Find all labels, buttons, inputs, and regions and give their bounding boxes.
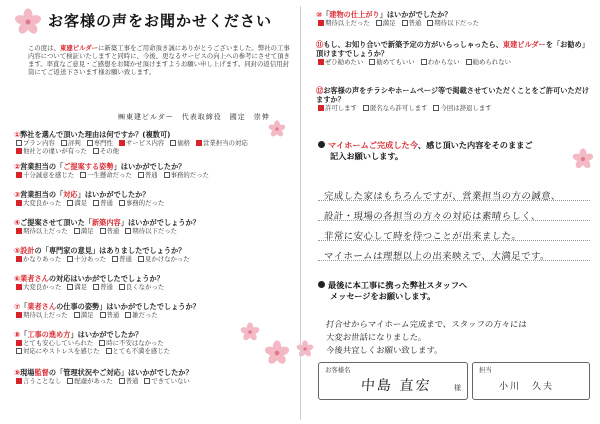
checkbox-checked[interactable]	[16, 172, 22, 178]
checkbox[interactable]	[138, 172, 144, 178]
question-number: ⑫	[316, 86, 324, 95]
answer-option-label: 満足	[74, 199, 88, 207]
answer-option-label: 大変良かった	[23, 199, 62, 207]
checkbox[interactable]	[87, 140, 93, 146]
answer-option[interactable]	[144, 377, 189, 385]
question-text: 「	[20, 330, 28, 339]
answer-option[interactable]	[61, 139, 81, 147]
company-signature: ㈱東建ビルダー 代表取締役 國定 崇伸	[118, 113, 270, 121]
answer-option[interactable]	[112, 255, 132, 263]
staff-name: 小川 久夫	[499, 382, 555, 392]
question-text: 営業担当の「	[20, 190, 64, 199]
checkbox[interactable]	[119, 200, 125, 206]
answer-option-label: 満足	[74, 283, 88, 291]
intro-before: この度は、	[28, 44, 60, 52]
answer-option-label: 許可します	[325, 104, 357, 112]
checkbox[interactable]	[125, 228, 131, 234]
answer-option-label: 期待以下だった	[434, 19, 480, 27]
answer-option[interactable]	[106, 347, 171, 355]
handwritten-line: 完成した家はもちろんですが、営業担当の方の誠意、	[323, 191, 562, 202]
feedback-heading-text: 、感じ頂いた内容をそのままご	[417, 140, 533, 150]
staff-section-heading	[318, 280, 467, 302]
customer-name-suffix: 様	[454, 384, 461, 392]
question-12	[316, 86, 594, 112]
answer-option[interactable]	[87, 139, 113, 147]
question-number: ⑧	[14, 330, 21, 339]
question-options	[14, 139, 296, 155]
answer-option[interactable]	[67, 283, 87, 291]
question-options	[14, 339, 244, 355]
answer-option-label: 価格	[177, 139, 191, 147]
answer-option[interactable]	[93, 147, 119, 155]
answer-option[interactable]	[74, 227, 94, 235]
checkbox[interactable]	[16, 140, 22, 146]
question-text: を「お勧め」頂けますでしょうか？	[316, 40, 589, 58]
answer-option-label: 見かけなかった	[144, 255, 190, 263]
checkbox[interactable]	[99, 340, 105, 346]
answer-option[interactable]	[100, 227, 120, 235]
customer-name-box	[318, 362, 468, 400]
intro-text	[28, 44, 290, 76]
checkbox[interactable]	[93, 200, 99, 206]
question-7	[14, 302, 296, 319]
answer-option-label: 満足	[80, 311, 94, 319]
answer-option[interactable]	[67, 255, 106, 263]
checkbox-checked[interactable]	[318, 59, 324, 65]
answer-option-label: とても不満を感じた	[112, 347, 171, 355]
answer-option-label: とても安心していられた	[23, 339, 94, 347]
answer-option-label: 満足	[80, 227, 94, 235]
checkbox[interactable]	[119, 378, 125, 384]
handwritten-line: マイホームは理想以上の出来映えで、大満足です。	[323, 251, 551, 262]
question-highlight: ご提案する姿勢	[63, 162, 114, 171]
question-options	[316, 104, 594, 112]
feedback-handwriting-area	[318, 186, 590, 274]
question-options	[14, 255, 296, 263]
checkbox[interactable]	[67, 378, 73, 384]
answer-option[interactable]	[119, 199, 164, 207]
question-text: 」はいかがでしょうか？	[120, 218, 200, 227]
answer-option[interactable]	[16, 171, 74, 179]
question-1	[14, 130, 296, 155]
question-5	[14, 246, 296, 263]
answer-option[interactable]	[170, 139, 190, 147]
checkbox[interactable]	[67, 284, 73, 290]
answer-option[interactable]	[466, 58, 511, 66]
answer-option[interactable]	[16, 377, 61, 385]
question-options	[14, 377, 296, 385]
checkbox[interactable]	[106, 348, 112, 354]
answer-option[interactable]	[427, 19, 479, 27]
checkbox-checked[interactable]	[16, 378, 22, 384]
customer-name-label: お客様名	[325, 366, 351, 374]
question-number: ③	[14, 190, 21, 199]
question-text: の対応はいかがでしたでしょうか？	[48, 274, 164, 283]
answer-option[interactable]	[16, 283, 61, 291]
question-number: ⑦	[14, 302, 21, 311]
question-options	[14, 199, 296, 207]
question-options	[14, 283, 296, 291]
answer-option-label: 期待以上だった	[23, 311, 68, 319]
answer-option[interactable]	[16, 255, 61, 263]
question-options	[14, 227, 296, 235]
question-number: ②	[14, 162, 21, 171]
answer-option[interactable]	[16, 199, 61, 207]
question-text: もし、お知り合いで新築予定の方がいらっしゃったら、	[323, 40, 503, 49]
answer-option-label: 他社との違いが有った	[23, 147, 87, 155]
checkbox[interactable]	[376, 20, 382, 26]
answer-option-label: 対応にやストレスを感じた	[23, 347, 100, 355]
handwritten-line: 設計・現場の各担当の方々の対応は素晴らしく、	[323, 211, 542, 222]
answer-option-label: 普通	[125, 377, 139, 385]
checkbox-checked[interactable]	[16, 228, 22, 234]
question-highlight: 東建ビルダー	[502, 40, 546, 49]
answer-option-label: 期待以上だった	[325, 19, 370, 27]
question-number: ①	[14, 130, 21, 139]
intro-rest: 弊社の工事内容について検証いたしますと同時に、今後、更なるサービスの向上への参考にさせて頂きます。率直なご意見・ご感想をお聞かせ頂けますようお願い申し上げます。同封の返信用封筒にてご返送下さいます様お願い致します。	[28, 44, 290, 76]
answer-option[interactable]	[318, 104, 357, 112]
answer-option[interactable]	[119, 377, 139, 385]
handwritten-line: 大変お世話になりました。	[325, 332, 427, 342]
column-divider	[300, 6, 301, 420]
answer-option[interactable]	[67, 377, 112, 385]
checkbox[interactable]	[421, 59, 427, 65]
feedback-heading-highlight: マイホームご完成した今	[328, 140, 418, 150]
answer-option-label: 十分誠意を感じた	[23, 171, 75, 179]
answer-option-label: 時に不安はなかった	[106, 339, 164, 347]
question-highlight: 設計	[20, 246, 35, 255]
answer-option[interactable]	[196, 139, 248, 147]
question-highlight: 対応	[63, 190, 78, 199]
question-number: ⑤	[14, 246, 21, 255]
answer-option-label: 十分あった	[74, 255, 107, 263]
customer-name: 中島 直宏	[360, 378, 432, 394]
question-text: の仕事の姿勢」はいかがでしたでしょうか？	[56, 302, 200, 311]
answer-option-label: わからない	[427, 58, 460, 66]
question-text: お客様の声をチラシやホームページ等で掲載させていただくことをご許可いただけますか？	[316, 86, 590, 104]
sakura-flower-icon	[296, 340, 314, 358]
answer-option[interactable]	[16, 139, 55, 147]
question-number: ⑥	[14, 274, 21, 283]
checkbox-checked[interactable]	[318, 20, 324, 26]
question-highlight: 業者さん	[20, 274, 49, 283]
checkbox[interactable]	[93, 148, 99, 154]
question-highlight: 工事の進め方	[27, 330, 71, 339]
checkbox[interactable]	[125, 312, 131, 318]
answer-option[interactable]	[119, 283, 164, 291]
checkbox[interactable]	[144, 378, 150, 384]
answer-option-label: 普通	[106, 311, 120, 319]
question-2	[14, 162, 296, 179]
answer-option[interactable]	[16, 347, 100, 355]
answer-option-label: 大変良かった	[23, 283, 62, 291]
answer-option[interactable]	[119, 139, 164, 147]
checkbox[interactable]	[74, 312, 80, 318]
answer-option-label: 普通	[100, 283, 113, 291]
answer-option-label: 今回は辞退します	[440, 104, 492, 112]
question-8	[14, 330, 296, 355]
answer-option[interactable]	[100, 311, 120, 319]
checkbox[interactable]	[427, 20, 433, 26]
answer-option[interactable]	[369, 58, 414, 66]
checkbox[interactable]	[170, 140, 176, 146]
answer-option-label: 勧められない	[472, 58, 511, 66]
checkbox[interactable]	[100, 312, 106, 318]
answer-option-label: 評判	[67, 139, 81, 147]
staff-name-box	[472, 362, 590, 400]
answer-option[interactable]	[125, 227, 177, 235]
answer-option-label: ぜひ勧めたい	[325, 58, 364, 66]
question-3	[14, 190, 296, 207]
intro-company: 東建ビルダー	[59, 44, 99, 52]
answer-option-label: 雑だった	[132, 311, 158, 319]
question-text: 」はいかがでしたか？	[379, 10, 452, 19]
question-text: の「管理状況やご対応」はいかがでしたか？	[48, 368, 193, 377]
answer-option-label: 営業担当の対応	[203, 139, 248, 147]
answer-option[interactable]	[138, 255, 190, 263]
question-text: 」はいかがでしたか？	[70, 330, 143, 339]
answer-option[interactable]	[433, 104, 491, 112]
answer-option[interactable]	[74, 311, 94, 319]
answer-option-label: 勧めてもいい	[376, 58, 415, 66]
answer-option-label: 普通	[144, 171, 158, 179]
question-highlight: 監督	[34, 368, 49, 377]
page-title: お客様の声をお聞かせください	[48, 12, 273, 30]
answer-option-label: できていない	[151, 377, 190, 385]
question-highlight: 新築内容	[91, 218, 121, 227]
answer-option-label: 配慮があった	[74, 377, 113, 385]
answer-option[interactable]	[80, 171, 132, 179]
checkbox[interactable]	[67, 256, 73, 262]
checkbox[interactable]	[16, 348, 22, 354]
answer-option-label: 期待以上だった	[23, 227, 68, 235]
answer-option[interactable]	[421, 58, 460, 66]
answer-option[interactable]	[318, 19, 370, 27]
question-highlight: 建物の仕上がり	[329, 10, 380, 19]
question-11	[316, 40, 594, 66]
question-text: ご提案させて頂いた「	[20, 218, 92, 227]
question-text: 現場	[20, 368, 35, 377]
question-number: ⑩	[316, 10, 323, 19]
answer-option[interactable]	[16, 339, 93, 347]
handwritten-line: 今後共宜しくお願い致します。	[325, 345, 443, 355]
checkbox-checked[interactable]	[119, 140, 125, 146]
handwritten-line: 非常に安心して時を待つことが出来ました。	[323, 231, 522, 242]
question-text: 」はいかがでしたか？	[113, 162, 186, 171]
answer-option-label: 専門性	[93, 139, 113, 147]
checkbox-checked[interactable]	[16, 200, 22, 206]
answer-option-label: 普通	[100, 199, 113, 207]
answer-option-label: 普通	[408, 19, 422, 27]
answer-option-label: 一生懸命だった	[87, 171, 132, 179]
question-text: の「専門家の意見」はありましたでしょうか？	[34, 246, 186, 255]
checkbox[interactable]	[402, 20, 408, 26]
question-text: 弊社を選んで頂いた理由は何ですか？(複数可)	[20, 130, 171, 139]
answer-option[interactable]	[93, 283, 113, 291]
sakura-flower-icon	[14, 8, 42, 36]
answer-option-label: 言うことなし	[23, 377, 62, 385]
answer-option[interactable]	[318, 58, 363, 66]
question-number: ⑪	[316, 40, 324, 49]
checkbox[interactable]	[100, 228, 106, 234]
checkbox[interactable]	[433, 105, 439, 111]
checkbox[interactable]	[369, 59, 375, 65]
question-6	[14, 274, 296, 291]
staff-heading-text: 最後に本工事に携った弊社スタッフへ	[328, 280, 468, 290]
checkbox-checked[interactable]	[16, 312, 22, 318]
answer-option-label: 普通	[106, 227, 120, 235]
question-text: 営業担当の「	[20, 162, 64, 171]
question-4	[14, 218, 296, 235]
checkbox[interactable]	[74, 228, 80, 234]
answer-option[interactable]	[376, 19, 396, 27]
answer-option-label: サービス内容	[125, 139, 165, 147]
checkbox-checked[interactable]	[16, 148, 22, 154]
staff-name-label: 担当	[479, 366, 492, 374]
handwritten-line: 打合せからマイホーム完成まで、スタッフの方々には	[325, 319, 528, 329]
answer-option[interactable]	[164, 171, 209, 179]
answer-option[interactable]	[93, 199, 113, 207]
checkbox-checked[interactable]	[16, 284, 22, 290]
question-options	[316, 58, 594, 66]
answer-option-label: 満足	[382, 19, 396, 27]
question-number: ⑨	[14, 368, 21, 377]
answer-option[interactable]	[99, 339, 164, 347]
sakura-flower-icon	[572, 148, 594, 170]
staff-handwriting-area	[318, 318, 590, 358]
answer-option[interactable]	[402, 19, 422, 27]
answer-option-label: プラン内容	[23, 139, 55, 147]
checkbox[interactable]	[119, 284, 125, 290]
checkbox[interactable]	[112, 256, 118, 262]
staff-heading-text: メッセージをお願いします。	[330, 291, 436, 301]
answer-option[interactable]	[16, 311, 68, 319]
answer-option[interactable]	[125, 311, 158, 319]
checkbox[interactable]	[466, 59, 472, 65]
answer-option[interactable]	[138, 171, 158, 179]
answer-option-label: かなりあった	[23, 255, 62, 263]
checkbox[interactable]	[93, 284, 99, 290]
feedback-section-heading	[318, 140, 533, 162]
bullet-icon	[318, 281, 325, 288]
checkbox[interactable]	[61, 140, 67, 146]
question-text: 「	[20, 302, 28, 311]
feedback-heading-text: 記入お願いします。	[330, 151, 404, 161]
checkbox-checked[interactable]	[196, 140, 202, 146]
question-options	[14, 311, 296, 319]
checkbox[interactable]	[164, 172, 170, 178]
question-text: 「	[322, 10, 330, 19]
question-options	[316, 19, 594, 27]
checkbox[interactable]	[363, 105, 369, 111]
intro-after: に新築工事をご用命頂き誠にありがとうございました。	[98, 44, 258, 52]
checkbox[interactable]	[80, 172, 86, 178]
answer-option-label: 事務的だった	[170, 171, 209, 179]
bullet-icon	[318, 141, 325, 148]
answer-option-label: 良くなかった	[125, 283, 165, 291]
checkbox-checked[interactable]	[318, 105, 324, 111]
question-10	[316, 10, 594, 27]
answer-option-label: 普通	[119, 255, 132, 263]
question-9	[14, 368, 296, 385]
answer-option-label: 匿名なら許可します	[369, 104, 428, 112]
question-options	[14, 171, 296, 179]
question-text: 」はいかがでしたか？	[77, 190, 150, 199]
checkbox[interactable]	[138, 256, 144, 262]
answer-option[interactable]	[363, 104, 428, 112]
answer-option[interactable]	[16, 227, 68, 235]
checkbox[interactable]	[67, 200, 73, 206]
answer-option[interactable]	[16, 147, 87, 155]
checkbox-checked[interactable]	[16, 256, 22, 262]
answer-option[interactable]	[67, 199, 87, 207]
checkbox-checked[interactable]	[16, 340, 22, 346]
answer-option-label: その他	[99, 147, 120, 155]
question-number: ④	[14, 218, 21, 227]
answer-option-label: 事務的だった	[125, 199, 165, 207]
answer-option-label: 期待以下だった	[132, 227, 178, 235]
question-highlight: 業者さん	[27, 302, 57, 311]
